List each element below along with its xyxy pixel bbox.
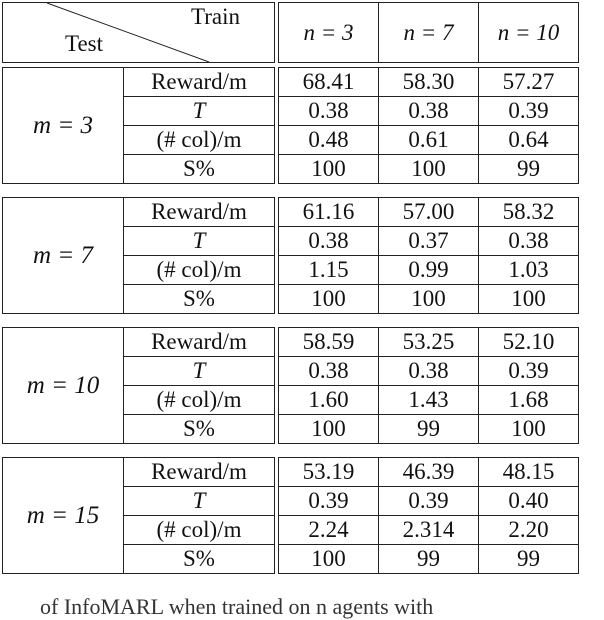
group-table — [2, 327, 579, 444]
metric-label: (# col)/m — [124, 256, 275, 285]
value-cell: 99 — [479, 545, 579, 574]
group-label: m = 10 — [3, 328, 124, 444]
value-cell: 1.03 — [479, 256, 579, 285]
value-cell: 1.43 — [379, 386, 479, 415]
value-cell: 0.39 — [479, 357, 579, 386]
value-cell: 0.37 — [379, 227, 479, 256]
value-cell: 61.16 — [279, 198, 379, 227]
test-label: Test — [65, 31, 103, 56]
value-cell: 100 — [479, 285, 579, 314]
value-cell: 0.40 — [479, 487, 579, 516]
value-cell: 100 — [279, 415, 379, 444]
value-cell: 1.68 — [479, 386, 579, 415]
value-cell: 58.30 — [379, 68, 479, 97]
value-cell: 99 — [379, 415, 479, 444]
value-cell: 53.25 — [379, 328, 479, 357]
value-cell: 0.48 — [279, 126, 379, 155]
value-cell: 68.41 — [279, 68, 379, 97]
group-table — [2, 67, 579, 184]
value-cell: 46.39 — [379, 458, 479, 487]
value-cell: 53.19 — [279, 458, 379, 487]
metric-label: (# col)/m — [124, 126, 275, 155]
value-cell: 100 — [279, 545, 379, 574]
value-cell: 100 — [279, 155, 379, 184]
group-label: m = 15 — [3, 458, 124, 574]
value-cell: 0.38 — [379, 97, 479, 126]
value-cell: 0.39 — [279, 487, 379, 516]
value-cell: 0.61 — [379, 126, 479, 155]
group-table — [2, 457, 579, 574]
value-cell: 2.314 — [379, 516, 479, 545]
train-test-corner-cell — [3, 3, 275, 63]
value-cell: 0.99 — [379, 256, 479, 285]
value-cell: 2.24 — [279, 516, 379, 545]
group-label: m = 7 — [3, 198, 124, 314]
metric-label: S% — [124, 285, 275, 314]
caption-fragment: of InfoMARL when trained on n agents with — [40, 594, 434, 619]
metric-label: (# col)/m — [124, 386, 275, 415]
value-cell: 52.10 — [479, 328, 579, 357]
value-cell: 100 — [379, 155, 479, 184]
value-cell: 1.60 — [279, 386, 379, 415]
value-cell: 99 — [379, 545, 479, 574]
group-label: m = 3 — [3, 68, 124, 184]
value-cell: 0.38 — [279, 97, 379, 126]
table-row — [3, 328, 579, 357]
metric-label: T — [124, 487, 275, 516]
metric-label: Reward/m — [124, 328, 275, 357]
column-header-n10: n = 10 — [479, 3, 579, 63]
value-cell: 0.64 — [479, 126, 579, 155]
value-cell: 99 — [479, 155, 579, 184]
train-label: Train — [191, 4, 240, 29]
value-cell: 0.39 — [379, 487, 479, 516]
metric-label: T — [124, 227, 275, 256]
table-row — [3, 198, 579, 227]
value-cell: 1.15 — [279, 256, 379, 285]
metric-label: Reward/m — [124, 458, 275, 487]
value-cell: 57.27 — [479, 68, 579, 97]
value-cell: 100 — [479, 415, 579, 444]
value-cell: 2.20 — [479, 516, 579, 545]
value-cell: 0.38 — [279, 357, 379, 386]
metric-label: T — [124, 97, 275, 126]
value-cell: 0.39 — [479, 97, 579, 126]
value-cell: 100 — [379, 285, 479, 314]
table-row — [3, 68, 579, 97]
column-header-n7: n = 7 — [379, 3, 479, 63]
metric-label: S% — [124, 545, 275, 574]
group-table — [2, 197, 579, 314]
results-table-header — [2, 2, 579, 63]
value-cell: 57.00 — [379, 198, 479, 227]
metric-label: (# col)/m — [124, 516, 275, 545]
metric-label: S% — [124, 155, 275, 184]
value-cell: 0.38 — [379, 357, 479, 386]
table-row — [3, 458, 579, 487]
column-header-n3: n = 3 — [279, 3, 379, 63]
value-cell: 100 — [279, 285, 379, 314]
value-cell: 48.15 — [479, 458, 579, 487]
value-cell: 0.38 — [279, 227, 379, 256]
value-cell: 0.38 — [479, 227, 579, 256]
metric-label: Reward/m — [124, 198, 275, 227]
metric-label: Reward/m — [124, 68, 275, 97]
header-row — [3, 3, 579, 63]
metric-label: S% — [124, 415, 275, 444]
metric-label: T — [124, 357, 275, 386]
value-cell: 58.59 — [279, 328, 379, 357]
value-cell: 58.32 — [479, 198, 579, 227]
